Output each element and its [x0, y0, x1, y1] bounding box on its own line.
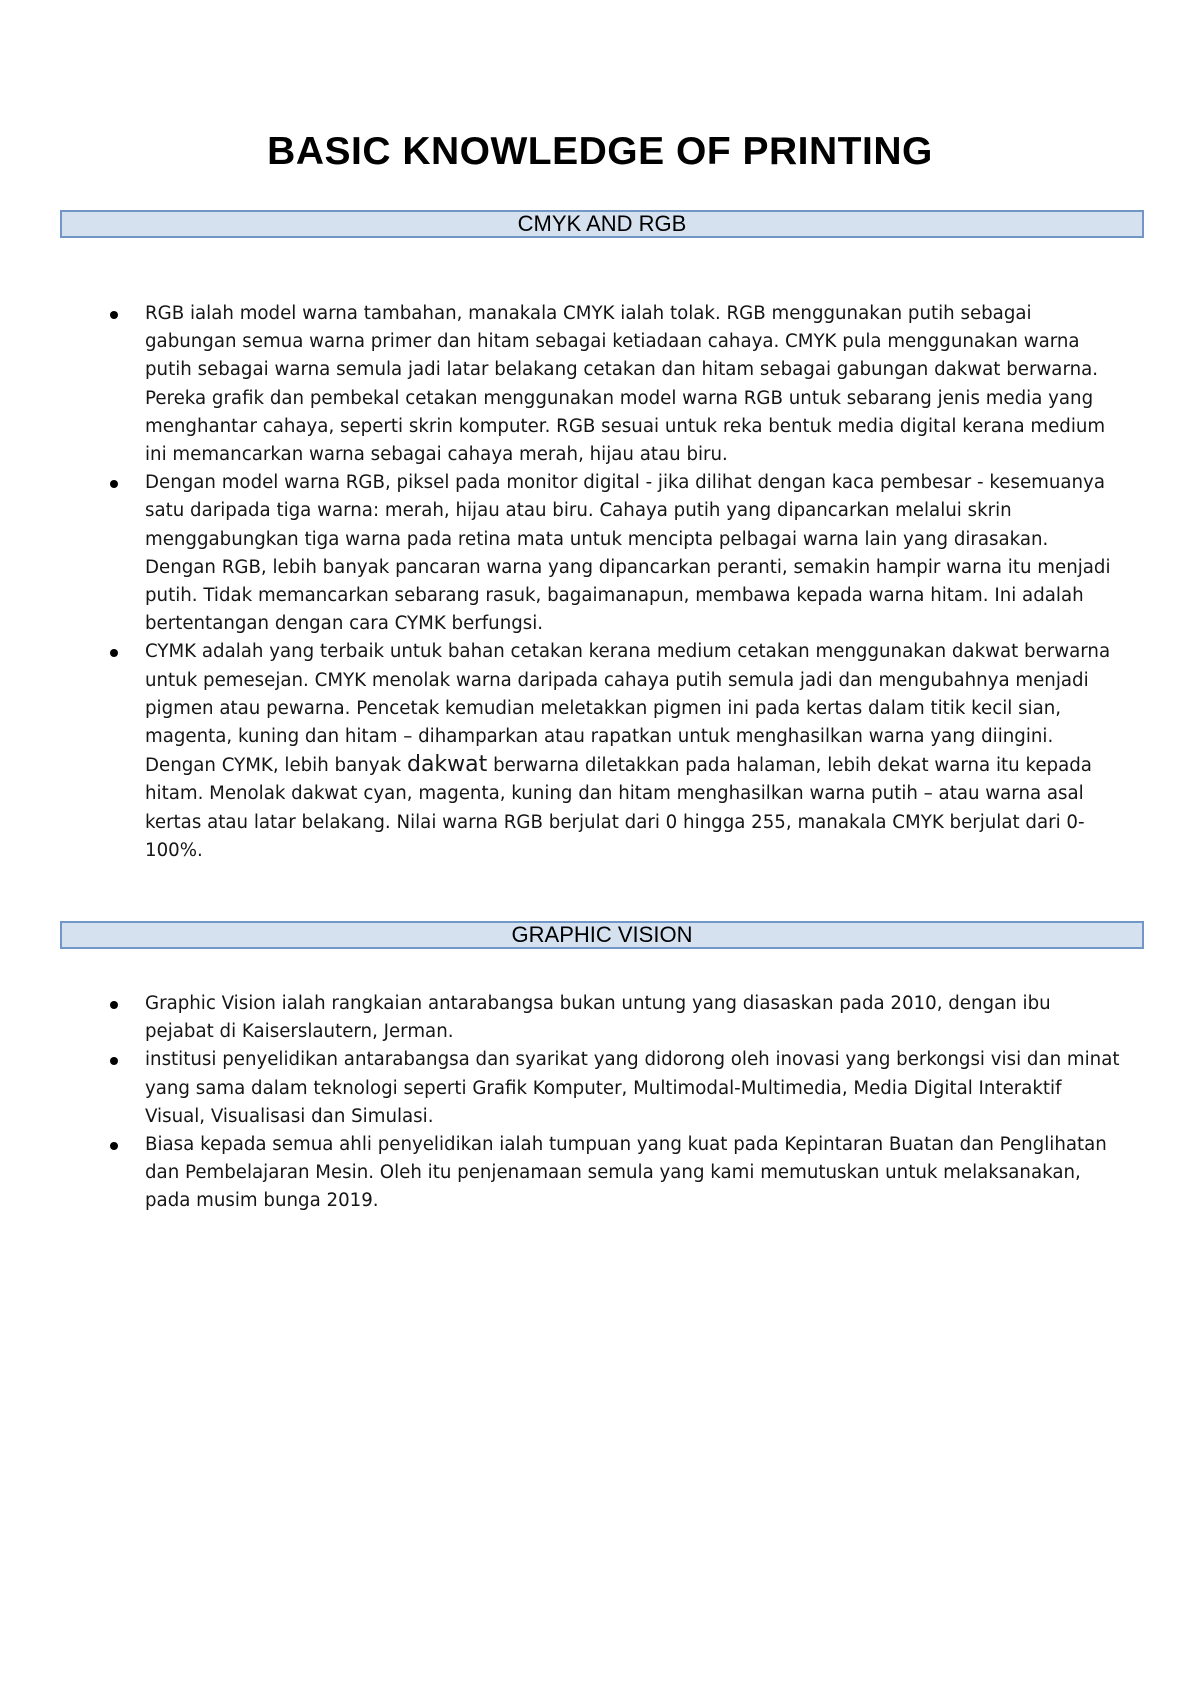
bullet-list-cmyk-rgb	[0, 300, 1200, 865]
list-item	[0, 990, 1200, 1046]
list-item-text-after: berwarna diletakkan pada halaman, lebih dekat warna itu kepada hitam. Menolak dakwat cyan, magenta, kuning dan hitam menghasilkan warna putih – atau warna asal kertas atau latar belakang. Nilai warna RGB berjulat dari 0 hingga 255, manakala CMYK berjulat dari 0-100%.	[145, 755, 1092, 861]
list-item	[0, 300, 1200, 469]
bullet-icon	[110, 649, 118, 657]
list-item-text: Dengan model warna RGB, piksel pada monitor digital - jika dilihat dengan kaca pembesar - kesemuanya satu daripada tiga warna: merah, hijau atau biru. Cahaya putih yang dipancarkan melalui skrin menggabungkan tiga warna pada retina mata untuk mencipta pelbagai warna lain yang dirasakan. Dengan RGB, lebih banyak pancaran warna yang dipancarkan peranti, semakin hampir warna itu menjadi putih. Tidak memancarkan sebarang rasuk, bagaimanapun, membawa kepada warna hitam. Ini adalah bertentangan dengan cara CYMK berfungsi.	[145, 472, 1111, 635]
bullet-icon	[110, 1001, 118, 1009]
page-title: BASIC KNOWLEDGE OF PRINTING	[267, 130, 933, 173]
bullet-icon	[110, 311, 118, 319]
bullet-icon	[110, 1057, 118, 1065]
list-item-text: Biasa kepada semua ahli penyelidikan ialah tumpuan yang kuat pada Kepintaran Buatan dan Penglihatan dan Pembelajaran Mesin. Oleh itu penjenamaan semula yang kami memutuskan untuk melaksanakan, pada musim bunga 2019.	[145, 1134, 1107, 1212]
list-item-text: Graphic Vision ialah rangkaian antarabangsa bukan untung yang diasaskan pada 2010, dengan ibu pejabat di Kaiserslautern, Jerman.	[145, 993, 1051, 1043]
section-heading-cmyk-rgb: CMYK AND RGB	[60, 210, 1144, 238]
list-item-text-before: CYMK adalah yang terbaik untuk bahan cetakan kerana medium cetakan menggunakan dakwat berwarna untuk pemesejan. CMYK menolak warna daripada cahaya putih semula jadi dan mengubahnya menjadi pigmen atau pewarna. Pencetak kemudian meletakkan pigmen ini pada kertas dalam titik kecil sian, magenta, kuning dan hitam – dihamparkan atau rapatkan untuk menghasilkan warna yang diingini. Dengan CYMK, lebih banyak	[145, 641, 1111, 777]
bullet-list-graphic-vision	[0, 990, 1200, 1216]
list-item	[0, 1046, 1200, 1131]
list-item-text: institusi penyelidikan antarabangsa dan syarikat yang didorong oleh inovasi yang berkongsi visi dan minat yang sama dalam teknologi seperti Grafik Komputer, Multimodal-Multimedia, Media Digital Interaktif Visual, Visualisasi dan Simulasi.	[145, 1049, 1120, 1127]
list-item-text: RGB ialah model warna tambahan, manakala CMYK ialah tolak. RGB menggunakan putih sebagai gabungan semua warna primer dan hitam sebagai ketiadaan cahaya. CMYK pula menggunakan warna putih sebagai warna semula jadi latar belakang cetakan dan hitam sebagai gabungan dakwat berwarna. Pereka grafik dan pembekal cetakan menggunakan model warna RGB untuk sebarang jenis media yang menghantar cahaya, seperti skrin komputer. RGB sesuai untuk reka bentuk media digital kerana medium ini memancarkan warna sebagai cahaya merah, hijau atau biru.	[145, 303, 1106, 466]
list-item	[0, 1131, 1200, 1216]
bullet-icon	[110, 480, 118, 488]
bullet-icon	[110, 1142, 118, 1150]
list-item	[0, 469, 1200, 638]
emphasized-word: dakwat	[406, 752, 488, 778]
section-heading-graphic-vision: GRAPHIC VISION	[60, 921, 1144, 949]
list-item	[0, 638, 1200, 865]
